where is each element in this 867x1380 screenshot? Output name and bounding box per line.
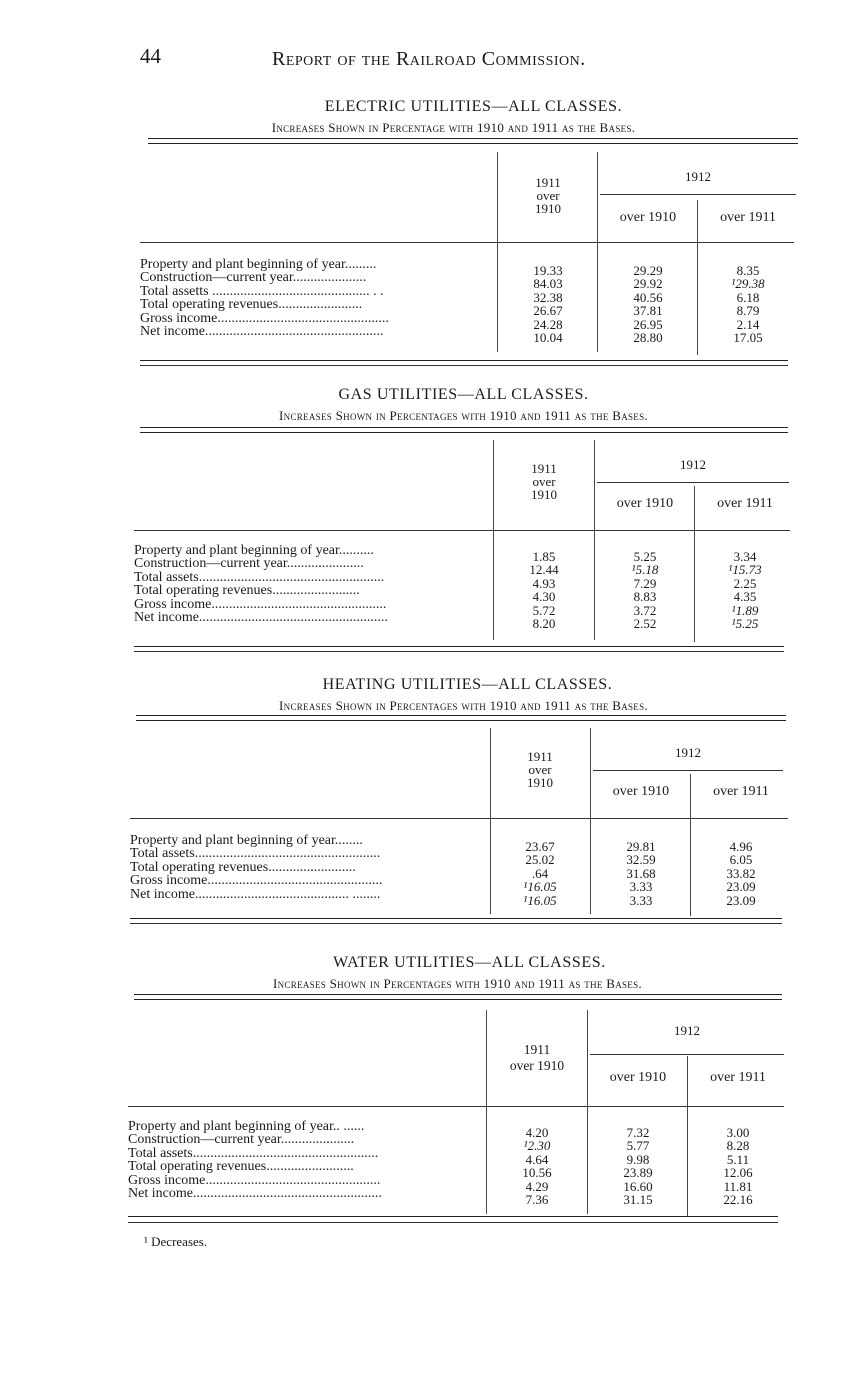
bottom-rule <box>140 360 788 361</box>
bottom-rule-2 <box>130 923 782 924</box>
col-divider <box>687 1056 688 1216</box>
section-subtitle: Increases Shown in Percentage with 1910 and 1911 as the Bases. <box>271 120 636 135</box>
col-divider <box>497 152 498 352</box>
cell: 31.15 <box>623 1192 653 1208</box>
cell: ¹1.89 <box>731 602 759 618</box>
cell: 29.81 <box>626 839 656 854</box>
row-label: Net income...................................................... <box>134 610 388 625</box>
cell: 2.52 <box>633 616 657 632</box>
col-divider <box>597 152 598 352</box>
row-label: Net income............................................ ........ <box>130 886 381 902</box>
cell: ¹5.25 <box>731 616 759 632</box>
header-rule <box>140 242 794 243</box>
col-divider <box>694 486 695 642</box>
top-rule-2 <box>136 720 786 721</box>
col1-header: 1911 over 1910 <box>527 749 553 790</box>
cell: .64 <box>531 865 549 881</box>
col2-header: over 1910 <box>619 210 677 225</box>
col3-header: over 1911 <box>720 210 776 225</box>
row-label: Gross income.................................................. <box>130 873 383 889</box>
footnote: ¹ Decreases. <box>144 1234 208 1249</box>
row-label: Property and plant beginning of year.......... <box>134 544 374 558</box>
cell: ¹16.05 <box>523 879 557 895</box>
col3-values <box>690 1126 786 1206</box>
bottom-rule <box>134 646 784 647</box>
col3-values <box>700 264 796 344</box>
section-title: ELECTRIC UTILITIES—ALL CLASSES. <box>324 98 623 115</box>
cell: 11.81 <box>723 1178 753 1194</box>
row-labels <box>140 258 495 338</box>
heating-utilities-section <box>0 674 867 934</box>
row-label: Net income................................................... <box>140 324 384 339</box>
cell: 5.25 <box>633 549 657 564</box>
col3-values <box>697 550 793 630</box>
cell: 23.09 <box>726 892 756 908</box>
cell: ¹29.38 <box>731 276 765 292</box>
row-label: Gross income.................................................. <box>134 596 387 612</box>
cell: 23.09 <box>726 879 756 895</box>
cell: 28.80 <box>633 330 663 346</box>
cell: 40.56 <box>633 289 663 305</box>
col-divider <box>490 728 491 914</box>
header-rule <box>134 530 790 531</box>
col-divider <box>690 774 691 916</box>
col3-values <box>693 840 789 907</box>
col1-header: 1911 over 1910 <box>531 461 557 502</box>
row-label: Property and plant beginning of year........ <box>130 834 363 848</box>
cell: 8.28 <box>726 1138 750 1154</box>
section-title: GAS UTILITIES—ALL CLASSES. <box>338 386 589 403</box>
cell: 5.72 <box>532 602 556 618</box>
col-divider <box>486 1010 487 1214</box>
cell: 8.79 <box>736 303 760 319</box>
cell: ¹16.05 <box>523 892 557 908</box>
cell: 7.36 <box>525 1192 549 1208</box>
cell: 7.32 <box>626 1125 650 1140</box>
cell: 29.92 <box>633 276 663 292</box>
cell: 4.64 <box>525 1151 549 1167</box>
row-label: Total assets..................................................... <box>134 569 385 585</box>
row-labels <box>134 544 491 624</box>
running-title: Report of the Railroad Commission. <box>272 48 586 70</box>
cell: 9.98 <box>626 1151 650 1167</box>
cell: 12.44 <box>529 562 559 578</box>
cell: 37.81 <box>633 303 663 319</box>
group-rule <box>597 482 789 483</box>
cell: 26.95 <box>633 316 663 332</box>
cell: 32.59 <box>626 852 656 868</box>
row-labels <box>130 834 488 901</box>
row-label: Net income...................................................... <box>128 1186 382 1201</box>
group-header: 1912 <box>674 1023 700 1038</box>
cell: 4.29 <box>525 1178 549 1194</box>
top-rule <box>136 715 786 716</box>
cell: 4.93 <box>532 575 556 591</box>
cell: 3.34 <box>733 549 757 564</box>
cell: 7.29 <box>633 575 657 591</box>
top-rule-2 <box>140 432 788 433</box>
cell: 3.00 <box>726 1125 750 1140</box>
cell: 1.85 <box>532 549 556 564</box>
cell: 3.72 <box>633 602 657 618</box>
col1-values <box>496 550 592 630</box>
cell: 2.25 <box>733 575 757 591</box>
cell: 6.18 <box>736 289 760 305</box>
cell: 2.14 <box>736 316 760 332</box>
col2-values <box>590 1126 686 1206</box>
bottom-rule <box>128 1216 778 1217</box>
cell: 4.20 <box>525 1125 549 1140</box>
row-labels <box>128 1120 484 1200</box>
cell: 4.30 <box>532 589 556 605</box>
col2-header: over 1910 <box>609 1070 667 1085</box>
cell: 26.67 <box>533 303 563 319</box>
cell: 5.77 <box>626 1138 650 1154</box>
group-header: 1912 <box>675 745 701 760</box>
group-rule <box>593 770 783 771</box>
row-label: Total assets..................................................... <box>130 846 381 862</box>
header-rule <box>130 818 788 819</box>
section-title: WATER UTILITIES—ALL CLASSES. <box>333 954 606 971</box>
section-title: HEATING UTILITIES—ALL CLASSES. <box>322 676 613 693</box>
cell: 19.33 <box>533 263 563 278</box>
cell: 16.60 <box>623 1178 653 1194</box>
cell: 22.16 <box>723 1192 753 1208</box>
top-rule <box>134 994 782 995</box>
col-divider <box>493 440 494 640</box>
bottom-rule <box>130 918 782 919</box>
group-header: 1912 <box>680 457 706 472</box>
row-label: Property and plant beginning of year......... <box>140 258 377 272</box>
col1-header: 1911 over 1910 <box>535 175 561 216</box>
top-rule <box>140 427 788 428</box>
cell: 29.29 <box>633 263 663 278</box>
group-rule <box>590 1054 784 1055</box>
row-label: Total assets..................................................... <box>128 1145 379 1161</box>
col-divider <box>594 440 595 640</box>
col3-header: over 1911 <box>717 496 773 511</box>
group-rule <box>600 194 796 195</box>
header-rule <box>128 1106 784 1107</box>
cell: 31.68 <box>626 865 656 881</box>
row-label: Property and plant beginning of year.. ...... <box>128 1120 365 1134</box>
col3-header: over 1911 <box>710 1070 766 1085</box>
gas-utilities-section <box>0 384 867 664</box>
group-header: 1912 <box>685 169 711 184</box>
col1-values <box>492 840 588 907</box>
cell: 17.05 <box>733 330 763 346</box>
cell: 33.82 <box>726 865 756 881</box>
section-subtitle: Increases Shown in Percentages with 1910 and 1911 as the Bases. <box>279 408 648 423</box>
section-subtitle: Increases Shown in Percentages with 1910 and 1911 as the Bases. <box>279 698 648 713</box>
cell: 6.05 <box>729 852 753 868</box>
row-label: Construction—current year..................... <box>128 1132 355 1148</box>
row-label: Construction—current year...................... <box>134 556 364 572</box>
cell: 8.20 <box>532 616 556 632</box>
cell: 23.67 <box>525 839 555 854</box>
cell: 5.11 <box>726 1151 750 1167</box>
row-label: Total operating revenues........................ <box>140 297 363 313</box>
cell: 4.96 <box>729 839 753 854</box>
bottom-rule-2 <box>134 651 784 652</box>
cell: 32.38 <box>533 289 563 305</box>
cell: 3.33 <box>629 879 653 895</box>
row-label: Total operating revenues......................... <box>134 583 360 599</box>
cell: ¹15.73 <box>728 562 762 578</box>
col-divider <box>697 200 698 355</box>
cell: 10.56 <box>522 1165 552 1181</box>
cell: 8.35 <box>736 263 760 278</box>
cell: ¹5.18 <box>631 562 659 578</box>
electric-utilities-section <box>0 96 867 376</box>
cell: 23.89 <box>623 1165 653 1181</box>
col-divider <box>590 728 591 914</box>
row-label: Total operating revenues......................... <box>128 1159 354 1175</box>
col2-values <box>600 264 696 344</box>
bottom-rule-2 <box>128 1222 778 1223</box>
section-subtitle: Increases Shown in Percentages with 1910 and 1911 as the Bases. <box>273 976 642 991</box>
row-label: Gross income.................................................. <box>128 1172 381 1188</box>
cell: 10.04 <box>533 330 563 346</box>
col2-header: over 1910 <box>612 784 670 799</box>
top-rule <box>148 138 798 139</box>
col3-header: over 1911 <box>713 784 769 799</box>
water-utilities-section <box>0 952 867 1232</box>
top-rule-2 <box>134 999 782 1000</box>
col1-values <box>500 264 596 344</box>
row-label: Total assetts ............................................. . . <box>140 283 384 299</box>
bottom-rule-2 <box>140 365 788 366</box>
col-divider <box>587 1010 588 1214</box>
row-label: Gross income................................................. <box>140 310 389 326</box>
col2-header: over 1910 <box>616 496 674 511</box>
col2-values <box>593 840 689 907</box>
cell: 24.28 <box>533 316 563 332</box>
row-label: Total operating revenues......................... <box>130 859 356 875</box>
cell: 25.02 <box>525 852 555 868</box>
cell: 84.03 <box>533 276 563 292</box>
row-label: Construction—current year..................... <box>140 270 367 286</box>
cell: 8.83 <box>633 589 657 605</box>
top-rule-2 <box>148 143 798 144</box>
cell: 4.35 <box>733 589 757 605</box>
cell: ¹2.30 <box>523 1138 551 1154</box>
col2-values <box>597 550 693 630</box>
col1-values <box>488 1126 586 1206</box>
col1-header: 1911 over 1910 <box>509 1042 565 1073</box>
cell: 12.06 <box>723 1165 753 1181</box>
page-number: 44 <box>140 44 161 68</box>
cell: 3.33 <box>629 892 653 908</box>
